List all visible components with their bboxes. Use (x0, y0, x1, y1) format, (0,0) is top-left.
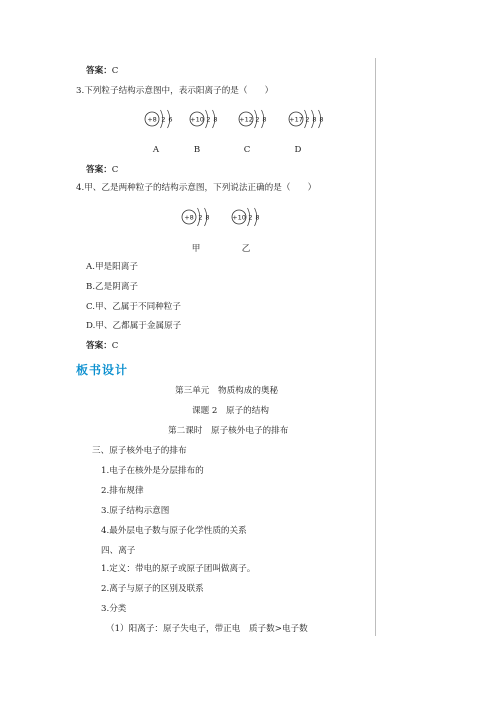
atom-structure-diagram (190, 110, 218, 128)
board-title-unit: 第三单元 物质构成的奥秘 (175, 386, 279, 396)
answer-label: 答案： (86, 165, 112, 175)
board-design-heading: 板书设计 (76, 363, 129, 377)
board-item-4-2: 2.离子与原子的区别及联系 (101, 584, 204, 594)
shell-electron-count: 2 (248, 213, 253, 222)
nucleus-charge: +12 (239, 115, 253, 124)
shell-electron-count: 8 (262, 115, 267, 124)
q4-jia-label: 甲 (191, 244, 201, 254)
atom-structure-diagram (232, 208, 260, 226)
shell-electron-count: 2 (206, 115, 211, 124)
board-item-4-3-1: （1）阳离子：原子失电子，带正电 质子数>电子数 (106, 624, 308, 634)
shell-electron-count: 8 (312, 115, 317, 124)
atom-structure-diagram (145, 110, 173, 128)
board-item-3-1: 1.电子在核外是分层排布的 (101, 466, 204, 476)
board-item-3-2: 2.排布规律 (101, 486, 144, 496)
board-item-3: 三、原子核外电子的排布 (92, 446, 187, 456)
board-item-4-1: 1.定义：带电的原子或原子团叫做离子。 (101, 564, 256, 574)
nucleus-charge: +17 (289, 115, 303, 124)
answer-value: C (111, 341, 119, 351)
shell-electron-count: 2 (198, 213, 203, 222)
shell-electron-count: 8 (255, 213, 260, 222)
q4-stem: 4.甲、乙是两种粒子的结构示意图，下列说法正确的是（ ） (76, 183, 317, 193)
page-margin-line (375, 58, 376, 636)
board-title-lesson: 第二课时 原子核外电子的排布 (168, 426, 289, 436)
atom-structure-diagram (182, 208, 210, 226)
shell-electron-count: 2 (305, 115, 310, 124)
q4-option-a: A.甲是阳离子 (86, 262, 138, 272)
board-title-topic: 课题 2 原子的结构 (192, 406, 269, 416)
q2-answer (86, 66, 118, 76)
answer-value: C (111, 66, 119, 76)
shell-electron-count: 2 (161, 115, 166, 124)
atom-structure-diagram (239, 110, 267, 128)
q4-option-b: B.乙是阴离子 (86, 282, 139, 292)
board-item-3-3: 3.原子结构示意图 (101, 506, 170, 516)
nucleus-charge: +10 (190, 115, 204, 124)
q3-answer (86, 165, 118, 175)
atom-structure-diagram (289, 110, 324, 128)
q4-yi-label: 乙 (241, 244, 251, 254)
q3-option-b-label: B (193, 145, 201, 155)
answer-label: 答案： (86, 341, 112, 351)
answer-value: C (111, 165, 119, 175)
nucleus-charge: +8 (147, 115, 157, 124)
board-item-4: 四、离子 (101, 546, 136, 556)
shell-electron-count: 8 (213, 115, 218, 124)
board-item-3-4: 4.最外层电子数与原子化学性质的关系 (101, 526, 247, 536)
q4-option-c: C.甲、乙属于不同种粒子 (86, 302, 181, 312)
q3-option-a-label: A (152, 145, 160, 155)
nucleus-charge: +8 (184, 213, 194, 222)
shell-electron-count: 6 (168, 115, 173, 124)
board-item-4-3: 3.分类 (101, 604, 127, 614)
q3-stem: 3.下列粒子结构示意图中，表示阳离子的是（ ） (76, 86, 274, 96)
shell-electron-count: 8 (319, 115, 324, 124)
answer-label: 答案： (86, 66, 112, 76)
shell-electron-count: 8 (205, 213, 210, 222)
q4-structure-diagrams (170, 200, 280, 236)
q4-option-d: D.甲、乙都属于金属原子 (86, 321, 182, 331)
nucleus-charge: +10 (232, 213, 246, 222)
q4-answer (86, 341, 118, 351)
q3-option-d-label: D (294, 145, 302, 155)
q3-structure-diagrams (130, 102, 330, 138)
shell-electron-count: 2 (255, 115, 260, 124)
q3-option-c-label: C (243, 145, 251, 155)
